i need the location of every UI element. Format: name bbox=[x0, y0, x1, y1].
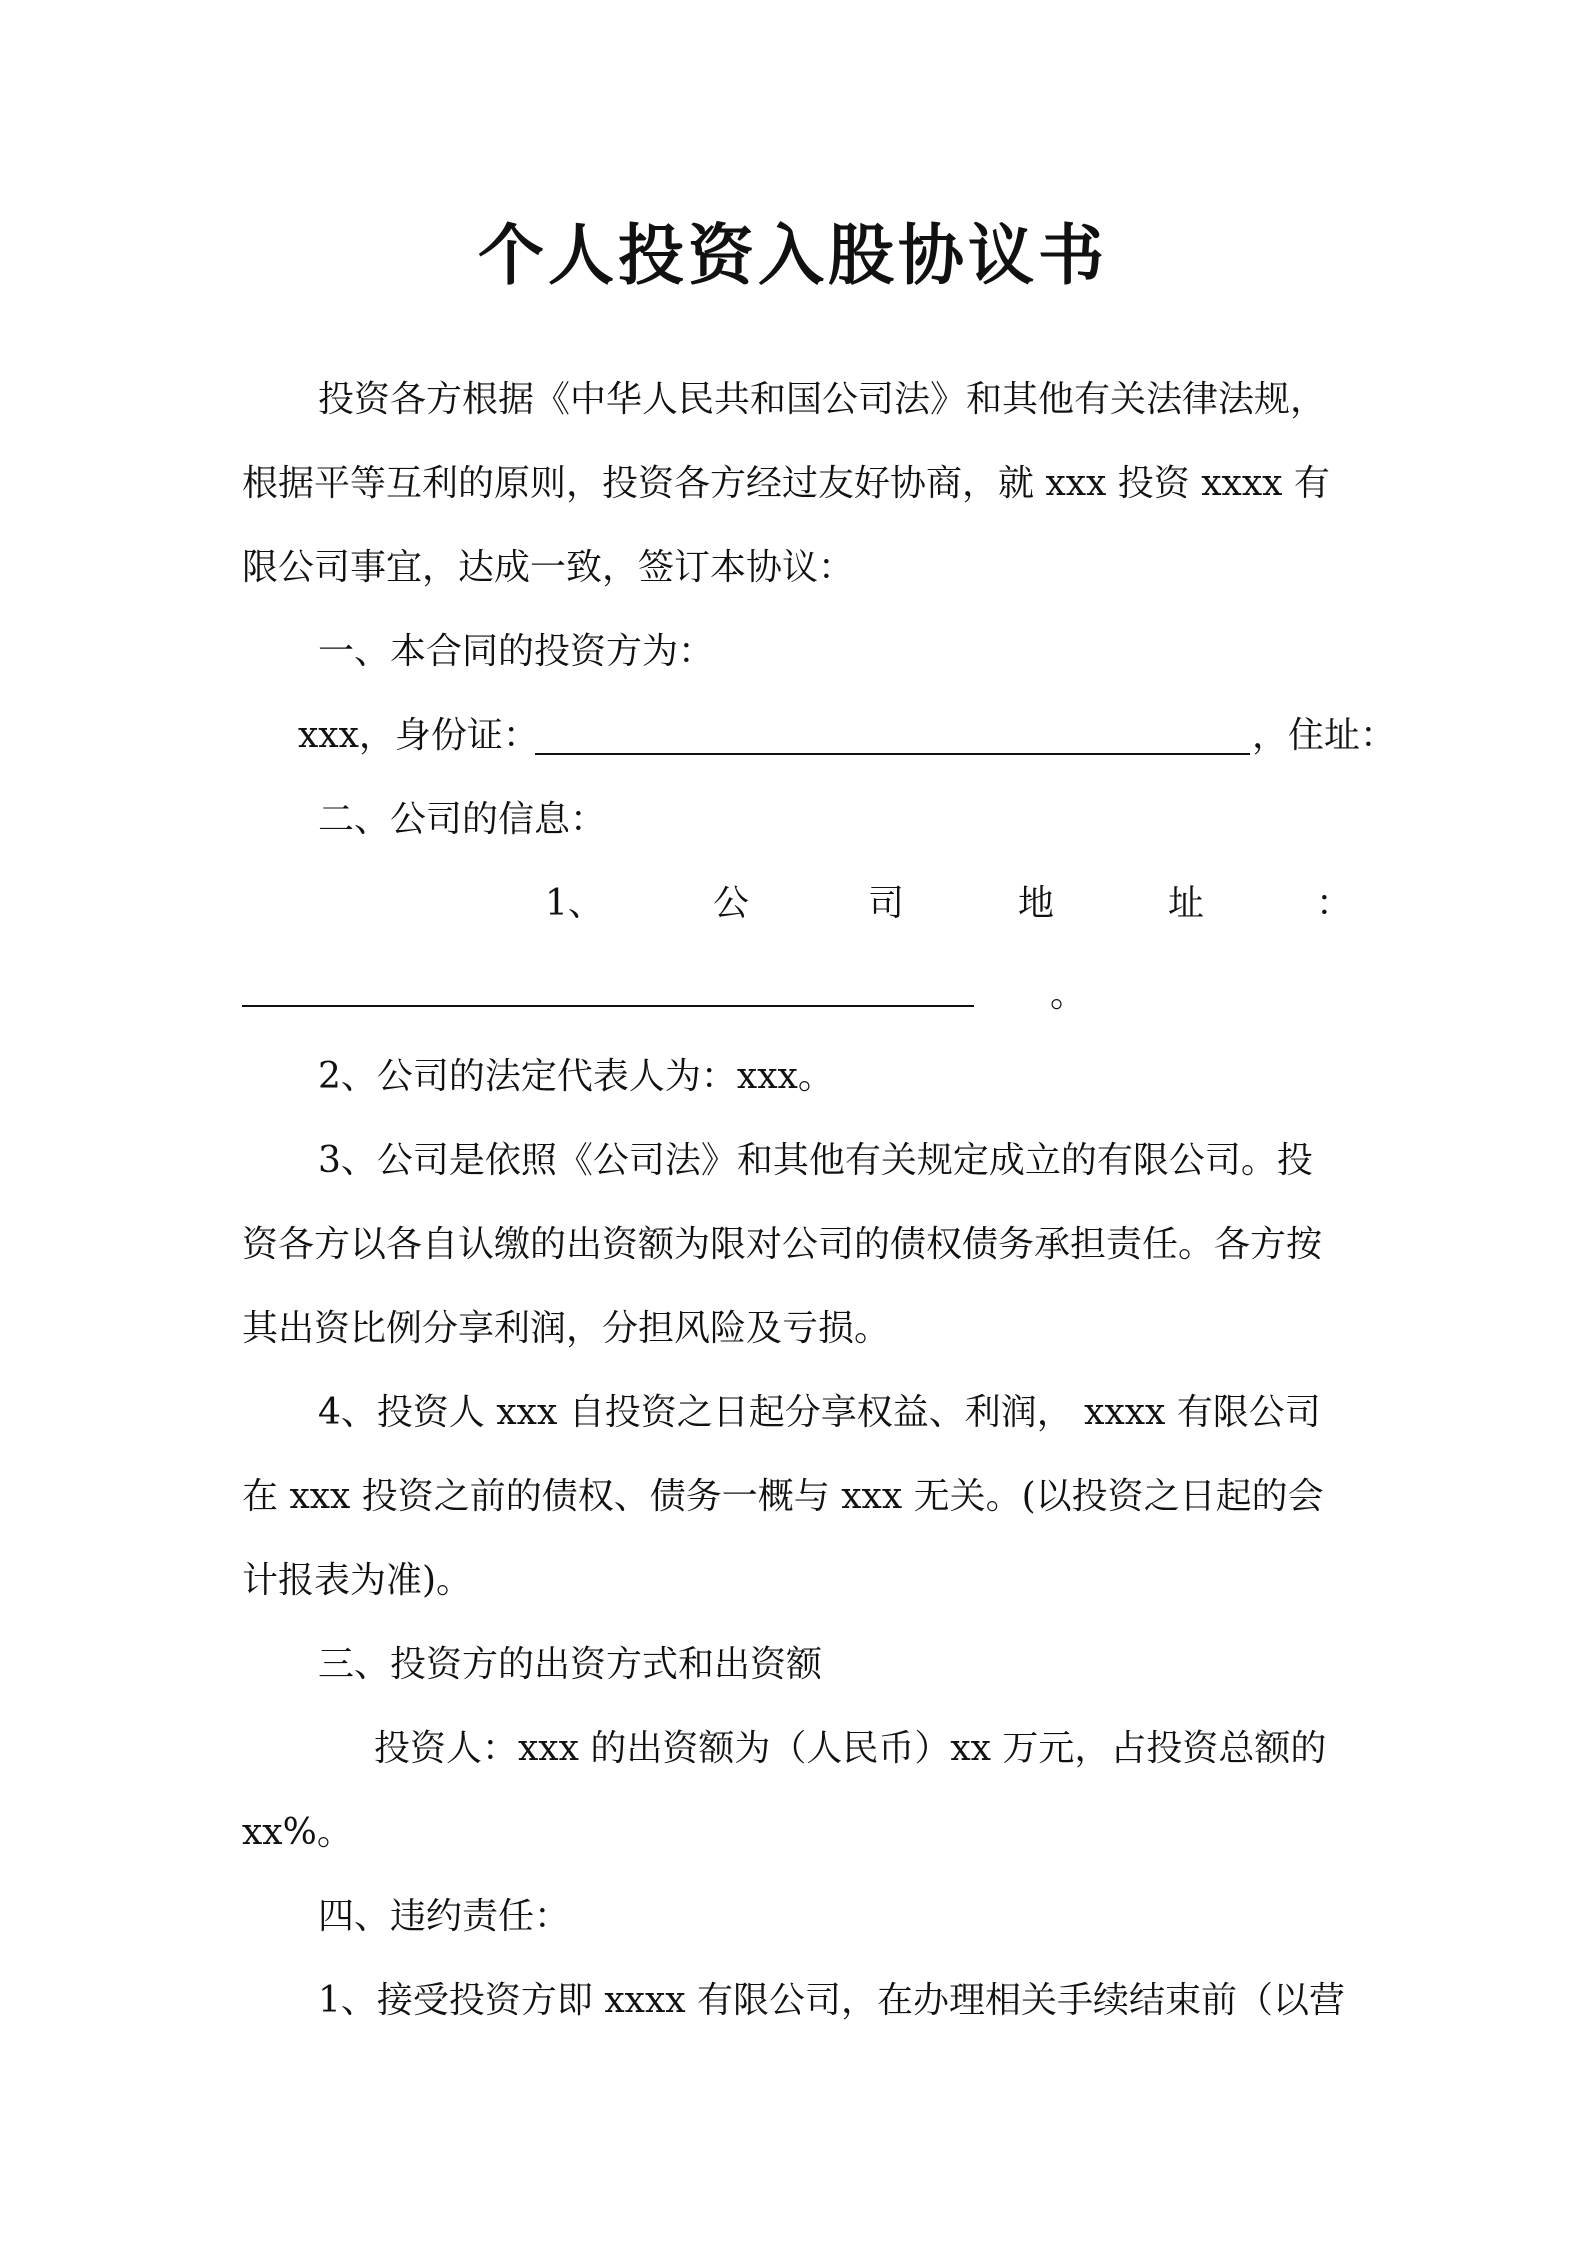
section4-heading: 四、违约责任： bbox=[318, 1896, 571, 1937]
intro-line-2: 根据平等互利的原则，投资各方经过友好协商，就 xxx 投资 xxxx 有 bbox=[242, 463, 1330, 504]
company-address-blank bbox=[242, 1005, 974, 1007]
company-address-part-1: 1、 bbox=[545, 883, 604, 924]
legal-representative: 2、公司的法定代表人为：xxx。 bbox=[318, 1056, 834, 1097]
intro-line-3: 限公司事宜，达成一致，签订本协议： bbox=[242, 547, 855, 588]
section3-body-line-1: 投资人：xxx 的出资额为（人民币）xx 万元，占投资总额的 bbox=[374, 1728, 1327, 1769]
investor-id-label: xxx，身份证： bbox=[298, 715, 539, 756]
company-address-part-3: 司 bbox=[868, 883, 905, 924]
item4-line-1: 4、投资人 xxx 自投资之日起分享权益、利润， xxxx 有限公司 bbox=[318, 1392, 1321, 1433]
company-address-part-6: ： bbox=[1316, 883, 1353, 924]
item4-line-3: 计报表为准)。 bbox=[242, 1560, 473, 1601]
section4-item1: 1、接受投资方即 xxxx 有限公司，在办理相关手续结束前（以营 bbox=[318, 1980, 1346, 2021]
section3-body-line-2: xx%。 bbox=[242, 1812, 353, 1853]
section2-heading: 二、公司的信息： bbox=[318, 799, 607, 840]
item3-line-2: 资各方以各自认缴的出资额为限对公司的债权债务承担责任。各方按 bbox=[242, 1224, 1323, 1265]
section1-heading: 一、本合同的投资方为： bbox=[318, 631, 715, 672]
intro-line-1: 投资各方根据《中华人民共和国公司法》和其他有关法律法规， bbox=[318, 379, 1327, 420]
company-address-part-5: 址 bbox=[1168, 883, 1205, 924]
item3-line-3: 其出资比例分享利润，分担风险及亏损。 bbox=[242, 1308, 891, 1349]
address-label: ，住址： bbox=[1252, 715, 1397, 756]
document-title: 个人投资入股协议书 bbox=[478, 216, 1108, 294]
item3-line-1: 3、公司是依照《公司法》和其他有关规定成立的有限公司。投 bbox=[318, 1140, 1313, 1181]
item4-line-2: 在 xxx 投资之前的债权、债务一概与 xxx 无关。(以投资之日起的会 bbox=[242, 1476, 1324, 1517]
company-address-part-4: 地 bbox=[1018, 883, 1055, 924]
id-number-blank bbox=[535, 753, 1250, 755]
company-address-part-2: 公 bbox=[713, 883, 750, 924]
company-address-end: 。 bbox=[1050, 974, 1087, 1015]
section3-heading: 三、投资方的出资方式和出资额 bbox=[318, 1644, 823, 1685]
